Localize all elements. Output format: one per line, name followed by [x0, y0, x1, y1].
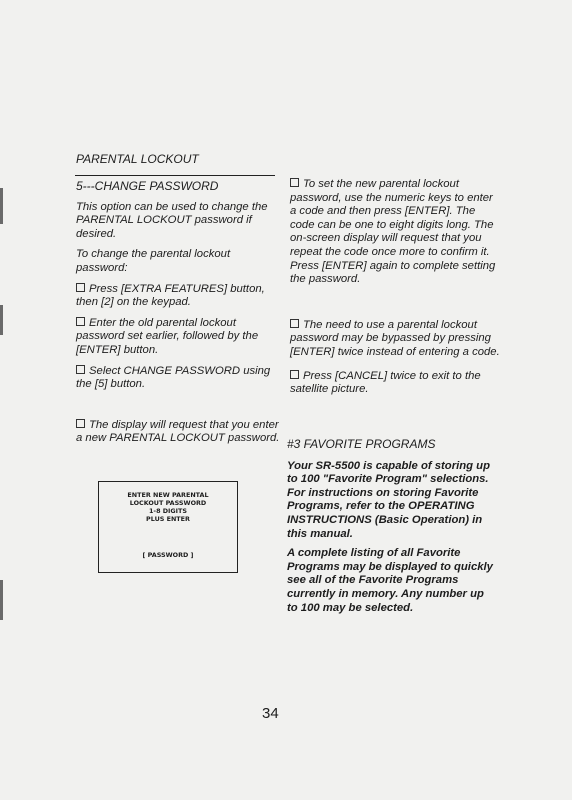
- step-item: Select CHANGE PASSWORD using the [5] button.: [76, 364, 271, 391]
- left-column: [76, 180, 281, 446]
- step-item: Press [EXTRA FEATURES] button, then [2] on the keypad.: [76, 282, 265, 309]
- page-number: 34: [262, 705, 279, 722]
- favorites-paragraph: Your SR-5500 is capable of storing up to 100 "Favorite Program" selections. For instructions on storing Favorite Programs, refer to the OPERATING INSTRUCTIONS (Basic Operation) in this manual.: [287, 459, 490, 540]
- step-item: The display will request that you enter a new PARENTAL LOCKOUT password.: [76, 418, 280, 445]
- intro-paragraph: This option can be used to change the PARENTAL LOCKOUT password if desired.: [76, 200, 268, 240]
- step-item: The need to use a parental lockout password may be bypassed by pressing [ENTER] twice instead of entering a code.: [290, 318, 500, 358]
- step-item: To set the new parental lockout password, use the numeric keys to enter a code and then press [ENTER]. The code can be one to eight digits long. The on-screen display will request that you repeat the code once more to confirm it. Press [ENTER] again to complete setting the password.: [290, 178, 496, 286]
- lead-paragraph: To change the parental lockout password:: [76, 248, 231, 274]
- checkbox-icon: [76, 365, 85, 374]
- binding-mark: [0, 305, 3, 335]
- checkbox-icon: [76, 283, 85, 292]
- binding-mark: [0, 580, 3, 620]
- right-column: [290, 178, 500, 397]
- checkbox-icon: [290, 370, 299, 379]
- checkbox-icon: [290, 178, 299, 187]
- step-item: Press [CANCEL] twice to exit to the satellite picture.: [290, 369, 481, 396]
- binding-mark: [0, 188, 3, 224]
- section-heading: #3 FAVORITE PROGRAMS: [287, 437, 436, 451]
- checkbox-icon: [76, 317, 85, 326]
- page-header: PARENTAL LOCKOUT: [76, 152, 199, 166]
- favorites-paragraph: A complete listing of all Favorite Programs may be displayed to quickly see all of the Favorite Programs currently in memory. Any number up to 100 may be selected.: [287, 547, 493, 614]
- checkbox-icon: [290, 319, 299, 328]
- display-message: ENTER NEW PARENTAL LOCKOUT PASSWORD 1-8 DIGITS PLUS ENTER: [127, 491, 209, 523]
- header-rule: [75, 175, 275, 176]
- password-label: [ PASSWORD ]: [142, 551, 194, 559]
- favorites-section: [287, 438, 497, 615]
- checkbox-icon: [76, 419, 85, 428]
- on-screen-display: [98, 481, 238, 573]
- step-item: Enter the old parental lockout password set earlier, followed by the [ENTER] button.: [76, 316, 259, 356]
- section-heading: 5---CHANGE PASSWORD: [76, 179, 219, 193]
